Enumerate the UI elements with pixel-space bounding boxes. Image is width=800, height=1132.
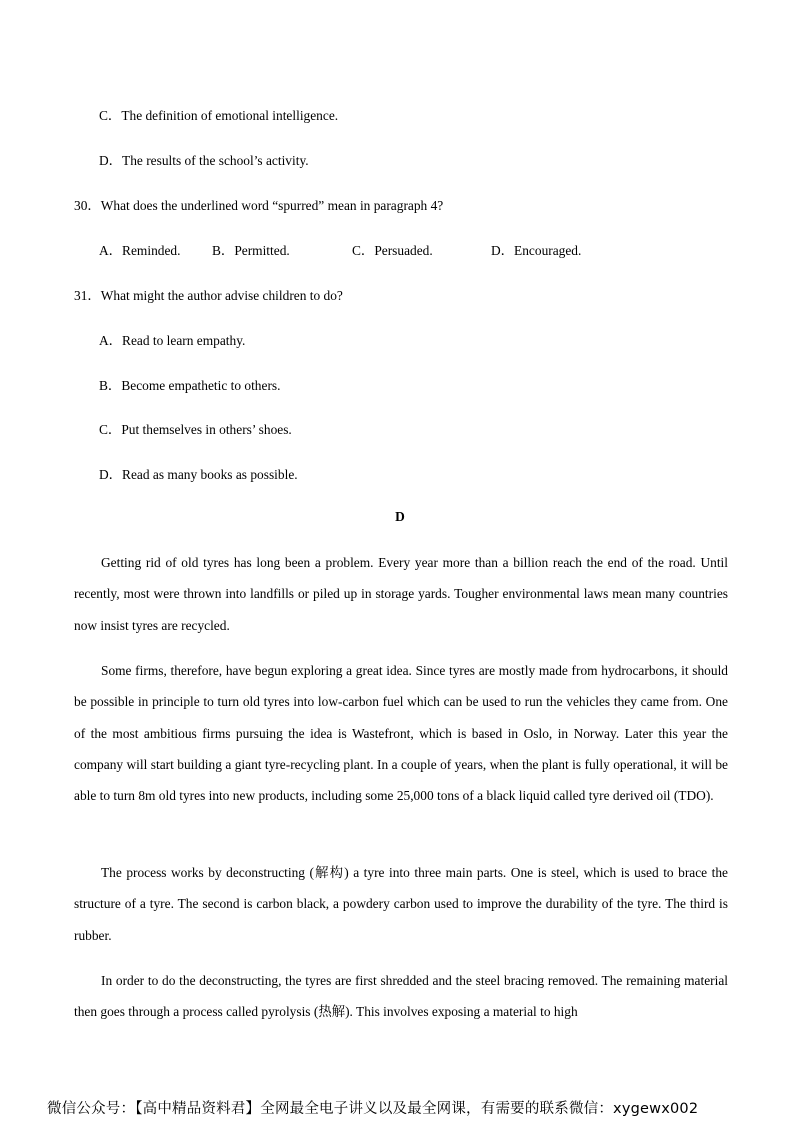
question-31-stem: 31．What might the author advise children to do? (74, 288, 343, 303)
passage-paragraph-1: Getting rid of old tyres has long been a problem. Every year more than a billion reach the end of the road. Until recently, most were thrown into landfills or piled up in storage yards. Tougher environmental laws mean many countries now insist tyres are recycled. (74, 555, 728, 633)
footer-watermark-text: 微信公众号：【高中精品资料君】全网最全电子讲义以及最全网课，有需要的联系微信：xygewx002 (47, 1101, 699, 1117)
q31-option-c: C．Put themselves in others’ shoes. (99, 422, 292, 437)
passage-paragraph-3: The process works by deconstructing (解构) a tyre into three main parts. One is steel, which is used to brace the structure of a tyre. The second is carbon black, a powdery carbon used to improve the durability of the tyre. The third is rubber. (74, 865, 728, 943)
q30-option-c: C．Persuaded. (352, 243, 433, 258)
q30-option-d: D．Encouraged. (491, 243, 582, 258)
question-30-stem: 30．What does the underlined word “spurred” mean in paragraph 4? (74, 198, 444, 213)
passage-paragraph-4: In order to do the deconstructing, the tyres are first shredded and the steel bracing removed. The remaining material then goes through a process called pyrolysis (热解). This involves exposing a material to high (74, 973, 728, 1020)
q30-option-a: A．Reminded. (99, 243, 181, 258)
q29-option-d: D．The results of the school’s activity. (99, 153, 309, 168)
q31-option-b: B．Become empathetic to others. (99, 378, 281, 393)
q29-option-c: C．The definition of emotional intelligence. (99, 108, 339, 123)
question-30-options (99, 240, 699, 258)
q31-option-a: A．Read to learn empathy. (99, 333, 246, 348)
q30-option-b: B．Permitted. (212, 243, 290, 258)
section-d-heading: D (395, 509, 405, 524)
q31-option-d: D．Read as many books as possible. (99, 467, 298, 482)
passage-paragraph-2: Some firms, therefore, have begun exploring a great idea. Since tyres are mostly made from hydrocarbons, it should be possible in principle to turn old tyres into low-carbon fuel which can be used to run the vehicles they came from. One of the most ambitious firms pursuing the idea is Wastefront, which is based in Oslo, in Norway. Later this year the company will start building a giant tyre-recycling plant. In a couple of years, when the plant is fully operational, it will be able to turn 8m old tyres into new products, including some 25,000 tons of a black liquid called tyre derived oil (TDO). (74, 663, 728, 804)
